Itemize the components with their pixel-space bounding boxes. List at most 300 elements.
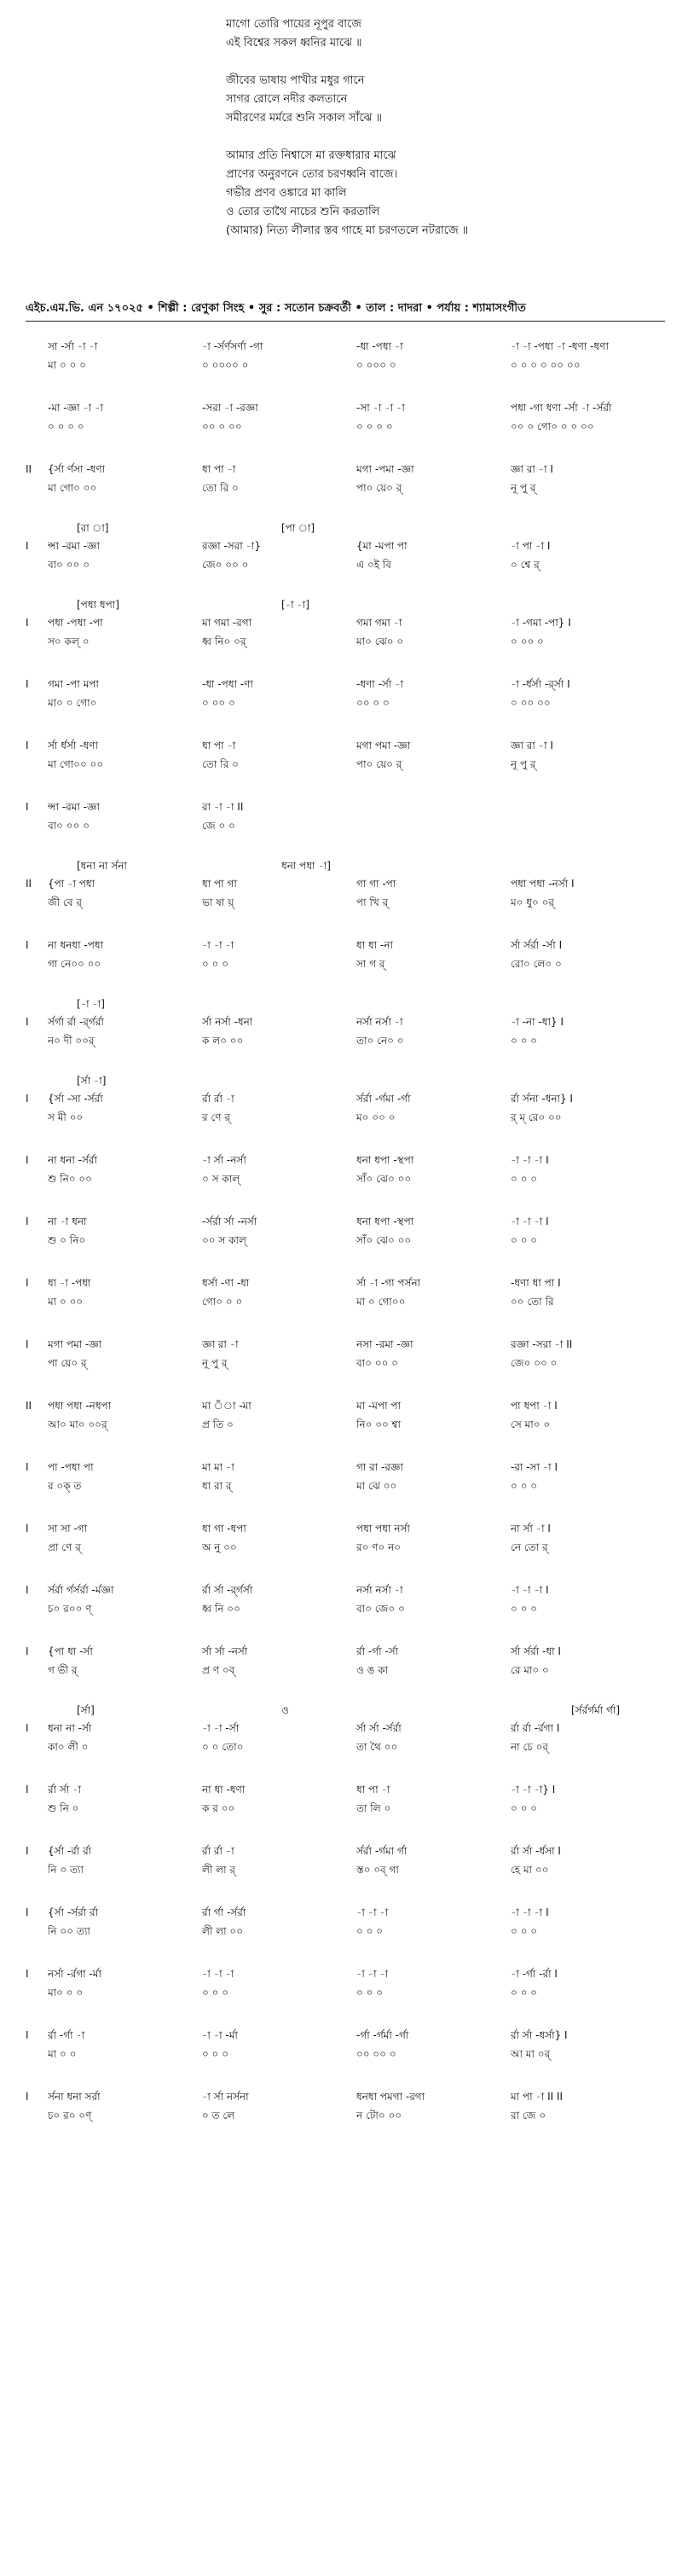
measure-cell: ০ ০ ০ bbox=[356, 1987, 384, 1999]
measure-cell: মা ০ ০ ০ bbox=[48, 359, 86, 371]
bar-sign bbox=[26, 1738, 48, 1756]
measure-cell: {র্সা র্ণসা -ধণা bbox=[48, 463, 106, 475]
bar-sign: I bbox=[26, 2029, 29, 2041]
measure-cell: না র্সা -া I bbox=[511, 1523, 551, 1535]
measure-cell: শু ০ নি০ bbox=[48, 1234, 86, 1246]
measure-cell: নর্সা নর্সা -া bbox=[356, 1584, 403, 1596]
ornament-note: [র্সর্রর্গর্মা র্গা] bbox=[571, 1704, 621, 1716]
syllable-row bbox=[26, 693, 665, 712]
measure-cell: ০ ০০ ০০ bbox=[511, 697, 551, 709]
bar-sign: I bbox=[26, 1215, 29, 1227]
measure-cell: {মা -মপা পা bbox=[356, 540, 407, 552]
swara-row bbox=[26, 1719, 665, 1738]
swara-row bbox=[26, 1642, 665, 1661]
notation-block bbox=[26, 1842, 665, 1879]
notation-block bbox=[26, 1212, 665, 1250]
measure-cell: ০ ০ ০ bbox=[511, 1234, 538, 1246]
lyric-line: সমীরণের মর্মরে শুনি সকাল সাঁঝে ॥ bbox=[226, 112, 382, 125]
measure-cell: গা রা -রজ্ঞা bbox=[356, 1461, 403, 1473]
measure-cell: ন টো০ ০০ bbox=[356, 2109, 402, 2121]
ornament-line bbox=[26, 1074, 665, 1089]
measure-cell: -া -া -া} I bbox=[511, 1784, 556, 1796]
ornament-note: [রা া] bbox=[77, 522, 109, 534]
measure-cell: -র্সর্রা র্সা -নর্সা bbox=[202, 1215, 257, 1227]
measure-cell: রজ্ঞা -সরা -া} bbox=[202, 540, 262, 552]
bar-sign: I bbox=[26, 1584, 29, 1596]
measure-cell: {পা -া পধা bbox=[48, 878, 95, 890]
measure-cell: ০০ ০ গো০ ০ ০ ০০ bbox=[511, 421, 594, 432]
measure-cell: গ ভী র্ bbox=[48, 1664, 78, 1676]
bar-sign bbox=[26, 816, 48, 835]
ornament-note: ধনা পধা -া] bbox=[281, 860, 331, 872]
measure-cell: ০ ০ ০ bbox=[511, 1603, 538, 1615]
measure-cell: -া -া -া bbox=[356, 1968, 389, 1980]
bar-sign: I bbox=[26, 1154, 29, 1166]
measure-cell: স০ কল্ ০ bbox=[48, 635, 90, 647]
measure-cell: নি ০ ত্যা bbox=[48, 1864, 84, 1876]
bar-sign bbox=[26, 2106, 48, 2125]
measure-cell: -া -া -া I bbox=[511, 1215, 549, 1227]
measure-cell: স মী ০০ bbox=[48, 1111, 84, 1123]
notation-block bbox=[26, 798, 665, 835]
measure-cell: না চে ০র্ bbox=[511, 1741, 549, 1753]
measure-cell: ০ ০ ০ bbox=[202, 2048, 229, 2060]
syllable-row bbox=[26, 816, 665, 835]
measure-cell: মগা পমা -জ্ঞা bbox=[48, 1338, 102, 1350]
measure-cell: -সা -া -া -া bbox=[356, 402, 405, 414]
ornament-note: [পধা ধপা] bbox=[77, 599, 119, 611]
lyric-line: এই বিশ্বের সকল ধ্বনির মাঝে ॥ bbox=[226, 37, 362, 49]
notation-block bbox=[26, 1074, 665, 1127]
measure-cell: জ্ঞা রা -া I bbox=[511, 740, 553, 751]
ornament-line bbox=[26, 598, 665, 613]
measure-cell: এ ০ই বি bbox=[356, 559, 391, 571]
measure-cell: ন০ দী ০০র্ bbox=[48, 1035, 95, 1047]
notation-block bbox=[26, 521, 665, 574]
bar-sign bbox=[26, 1108, 48, 1127]
notation-block bbox=[26, 398, 665, 436]
notation-block bbox=[26, 1703, 665, 1756]
measure-cell: বা০ ০০ ০ bbox=[48, 559, 90, 571]
measure-cell: র্রা র্সা -র্ধসা I bbox=[511, 1845, 561, 1857]
syllable-row bbox=[26, 417, 665, 436]
measure-cell: গো০ ০ ০ bbox=[202, 1296, 243, 1308]
bar-sign bbox=[26, 1292, 48, 1311]
measure-cell: র্সা নর্সা -ধনা bbox=[202, 1016, 253, 1028]
measure-cell: ০ ০০০০ ০ bbox=[202, 359, 249, 371]
bar-sign: I bbox=[26, 678, 29, 690]
measure-cell: না ধনধা -পধা bbox=[48, 939, 104, 951]
measure-cell: নসা -রমা -জ্ঞা bbox=[356, 1338, 413, 1350]
measure-cell: তো রি ০ bbox=[202, 482, 239, 494]
measure-cell: র্সা র্সর্রা -ধা I bbox=[511, 1645, 561, 1657]
syllable-row bbox=[26, 1860, 665, 1879]
bar-sign bbox=[26, 398, 48, 417]
swara-row bbox=[26, 398, 665, 417]
measure-cell: ধা রা র্ bbox=[202, 1480, 232, 1492]
measure-cell bbox=[356, 816, 511, 835]
measure-cell: ০ ০ ০ ০ ০০ ০০ bbox=[511, 359, 581, 371]
lyric-line: আমার প্রতি নিশ্বাসে মা রক্তধারার মাঝে bbox=[226, 149, 396, 162]
notation-block bbox=[26, 337, 665, 374]
measure-cell: গা গা -পা bbox=[356, 878, 396, 890]
measure-cell: মা পা -া II II bbox=[511, 2091, 564, 2103]
measure-cell: জে০ ০০ ০ bbox=[511, 1357, 558, 1369]
syllable-row bbox=[26, 479, 665, 497]
bar-sign: II bbox=[26, 1400, 32, 1412]
ornament-note: ও bbox=[281, 1704, 289, 1716]
measure-cell: রা -া -া II bbox=[202, 801, 244, 813]
bar-sign bbox=[26, 1169, 48, 1188]
measure-cell: ধ্ব নি০ ০র্ bbox=[202, 635, 246, 647]
record-metadata: এইচ.এম.ভি. এন ১৭০২৫ • শিল্পী : রেণুকা সিংহ • সুর : সতোন চক্রবর্তী • তাল : দাদরা • পর্যায় : শ্যামাসংগীত bbox=[26, 302, 526, 315]
ornament-note: [ধনা না র্সনা bbox=[77, 860, 127, 872]
measure-cell: চ০ র০০ ণ্ bbox=[48, 1603, 92, 1615]
bar-sign bbox=[26, 337, 48, 356]
measure-cell: র্সা -া -গা পর্সনা bbox=[356, 1277, 421, 1289]
bar-sign bbox=[26, 1599, 48, 1618]
syllable-row bbox=[26, 1599, 665, 1618]
ornament-note: [-া -া] bbox=[281, 599, 309, 611]
measure-cell: ০০ ০ ০০ bbox=[202, 421, 242, 432]
measure-cell: ০ ০ ০ bbox=[511, 1173, 538, 1185]
bar-sign bbox=[26, 1354, 48, 1372]
syllable-row bbox=[26, 893, 665, 912]
measure-cell: মা০ ০ গো০ bbox=[48, 697, 97, 709]
notation-block bbox=[26, 1396, 665, 1434]
measure-cell: পা খি র্ bbox=[356, 896, 389, 908]
notation-block bbox=[26, 675, 665, 712]
notation-block bbox=[26, 1273, 665, 1311]
measure-cell: মা ০ ০ bbox=[48, 2048, 77, 2060]
lyric-line: গভীর প্রণব ওঙ্কারে মা কালি bbox=[226, 187, 347, 200]
ornament-line bbox=[26, 1703, 665, 1719]
measure-cell: ধনা না -র্সা bbox=[48, 1722, 92, 1734]
notation-block bbox=[26, 1903, 665, 1941]
measure-cell: বা০ ০০ ০ bbox=[48, 820, 90, 832]
swara-row bbox=[26, 1335, 665, 1354]
swara-row bbox=[26, 337, 665, 356]
bar-sign bbox=[26, 632, 48, 651]
notation-block bbox=[26, 1780, 665, 1818]
measure-cell: প্রা ণে র্ bbox=[48, 1541, 81, 1553]
notation-block bbox=[26, 1642, 665, 1680]
lyric-line: ও তোর তাথৈ নাচের শুনি করতালি bbox=[226, 206, 380, 218]
measure-cell: র্ ম্ রে০ ০০ bbox=[511, 1111, 562, 1123]
measure-cell: র্সা র্সা -নর্সা bbox=[202, 1645, 248, 1657]
measure-cell: ০০ স কাল্ bbox=[202, 1234, 246, 1246]
measure-cell: পধা পধা -নধপা bbox=[48, 1400, 112, 1412]
measure-cell: রজ্ঞা -সরা -া II bbox=[511, 1338, 573, 1350]
bar-sign: I bbox=[26, 740, 29, 751]
measure-cell: র্রা র্সনা -ধনা} I bbox=[511, 1093, 573, 1105]
measure-cell: সা -র্সা -া -া bbox=[48, 340, 98, 352]
notation-block bbox=[26, 1581, 665, 1618]
measure-cell: -রা -সা -া I bbox=[511, 1461, 558, 1473]
swara-row bbox=[26, 2087, 665, 2106]
measure-cell: মা০ ০ ০ bbox=[48, 1987, 84, 1999]
measure-cell: গা নে০০ ০০ bbox=[48, 958, 101, 970]
measure-cell: প্র ণ ০ব্ bbox=[202, 1664, 235, 1676]
ornament-line bbox=[26, 859, 665, 874]
syllable-row bbox=[26, 1799, 665, 1818]
measure-cell: মা ঁা -মা bbox=[202, 1400, 251, 1412]
swara-row bbox=[26, 1842, 665, 1860]
measure-cell: ধা -া -পধা bbox=[48, 1277, 91, 1289]
bar-sign: I bbox=[26, 617, 29, 629]
measure-cell: মা মা -া bbox=[202, 1461, 234, 1473]
syllable-row bbox=[26, 1983, 665, 2002]
measure-cell: ০০ তো রি bbox=[511, 1296, 554, 1308]
measure-cell: ভা ষা য়্ bbox=[202, 896, 234, 908]
syllable-row bbox=[26, 755, 665, 774]
notation-block bbox=[26, 2087, 665, 2125]
measure-cell: নি০ ০০ শ্বা bbox=[356, 1419, 401, 1430]
bar-sign: I bbox=[26, 1784, 29, 1796]
measure-cell: -া -া -া bbox=[356, 1906, 389, 1918]
measure-cell: মগা পমা -জ্ঞা bbox=[356, 740, 411, 751]
measure-cell: র ণে র্ bbox=[202, 1111, 230, 1123]
measure-cell: র্রা -র্গা -র্সা bbox=[356, 1645, 399, 1657]
swara-row bbox=[26, 1012, 665, 1031]
measure-cell: লী লা ০০ bbox=[202, 1925, 244, 1937]
measure-cell: ধ্ব নি ০০ bbox=[202, 1603, 240, 1615]
ornament-note: [র্সা] bbox=[77, 1704, 95, 1716]
measure-cell: ০ শ্বে র্ bbox=[511, 559, 540, 571]
measure-cell: জে ০ ০ bbox=[202, 820, 235, 832]
measure-cell: তা লি ০ bbox=[356, 1802, 391, 1814]
syllable-row bbox=[26, 1169, 665, 1188]
swara-row bbox=[26, 1396, 665, 1415]
measure-cell: তা থৈ ০০ bbox=[356, 1741, 398, 1753]
bar-sign: I bbox=[26, 1722, 29, 1734]
measure-cell: মা ০ ০০ bbox=[48, 1296, 84, 1308]
measure-cell: র্সর্রা -র্গমা -র্গা bbox=[356, 1093, 411, 1105]
measure-cell: র্রা র্রা -া bbox=[202, 1845, 234, 1857]
measure-cell: ধনা ধপা -স্থপা bbox=[356, 1215, 414, 1227]
measure-cell: ম০ ধু০ ০র্ bbox=[511, 896, 555, 908]
syllable-row bbox=[26, 632, 665, 651]
measure-cell: -া -া -পধা -া -ধণা -ধণা bbox=[511, 340, 609, 352]
swara-row bbox=[26, 460, 665, 479]
measure-cell: ০ ০ ০ bbox=[511, 1802, 538, 1814]
syllable-row bbox=[26, 1415, 665, 1434]
bar-sign bbox=[26, 1538, 48, 1557]
swara-row bbox=[26, 675, 665, 693]
measure-cell: মা গো০ ০০ bbox=[48, 482, 97, 494]
swara-row bbox=[26, 1212, 665, 1231]
measure-cell: নূ পু র্ bbox=[202, 1357, 228, 1369]
syllable-row bbox=[26, 1354, 665, 1372]
measure-cell: জী বে র্ bbox=[48, 896, 82, 908]
measure-cell: ০ ০ ০ bbox=[511, 1987, 538, 1999]
measure-cell bbox=[356, 798, 511, 816]
lyric-line: সাগর রোলে নদীর কলতানে bbox=[226, 93, 348, 106]
measure-cell: লী লা র্ bbox=[202, 1864, 236, 1876]
ornament-note: [পা া] bbox=[281, 522, 315, 534]
measure-cell: র্সা র্সা -র্সর্রা bbox=[356, 1722, 402, 1734]
syllable-row bbox=[26, 1538, 665, 1557]
measure-cell: র০ ণ০ ন০ bbox=[356, 1541, 402, 1553]
measure-cell: রা জে ০ bbox=[511, 2109, 546, 2121]
notation-block bbox=[26, 598, 665, 651]
measure-cell: -া -া -া bbox=[202, 939, 234, 951]
bar-sign: I bbox=[26, 1523, 29, 1535]
measure-cell: ধা ধা -না bbox=[356, 939, 394, 951]
measure-cell: ন্সা -রমা -জ্ঞা bbox=[48, 540, 100, 552]
measure-cell: চ০ র০ ০ণ্ bbox=[48, 2109, 92, 2121]
measure-cell: র্সা র্সর্রা -র্সা I bbox=[511, 939, 563, 951]
notation-block bbox=[26, 460, 665, 497]
measure-cell: জে০ ০০ ০ bbox=[202, 559, 249, 571]
measure-cell: মা ঝে ০০ bbox=[356, 1480, 397, 1492]
measure-cell: ম০ ০০ ০ bbox=[356, 1111, 396, 1123]
measure-cell: র্সনা ধনা সর্রা bbox=[48, 2091, 101, 2103]
bar-sign: I bbox=[26, 1645, 29, 1657]
measure-cell: ০০ ০ ০ bbox=[356, 697, 390, 709]
bar-sign bbox=[26, 417, 48, 436]
measure-cell: -া পা -া I bbox=[511, 540, 551, 552]
measure-cell: ধনা ধপা -স্থপা bbox=[356, 1154, 414, 1166]
measure-cell: -ধণা -র্সা -া bbox=[356, 678, 404, 690]
measure-cell: -া -র্গা -র্রা I bbox=[511, 1968, 558, 1980]
swara-row bbox=[26, 798, 665, 816]
syllable-row bbox=[26, 1108, 665, 1127]
measure-cell: ০ ০ ০ bbox=[511, 1035, 538, 1047]
measure-cell: ০ ০ ০ bbox=[202, 1987, 229, 1999]
measure-cell: ধর্সা -ণা -ধা bbox=[202, 1277, 250, 1289]
measure-cell: -া -গমা -পা} I bbox=[511, 617, 571, 629]
ornament-note: [-া -া] bbox=[77, 998, 105, 1010]
measure-cell: -ধা -পধা -ণা bbox=[202, 678, 253, 690]
measure-cell: -া র্সা -নর্সা bbox=[202, 1154, 246, 1166]
bar-sign: I bbox=[26, 939, 29, 951]
measure-cell: -া -না -ধা} I bbox=[511, 1016, 564, 1028]
measure-cell: নর্সা -র্রগা -র্মা bbox=[48, 1968, 101, 1980]
measure-cell: ০ ০ ০ ০ bbox=[356, 421, 393, 432]
bar-sign bbox=[26, 1477, 48, 1495]
lyric-line: (আমার) নিত্য লীলার স্তব গাহে মা চরণতলে নটরাজে ॥ bbox=[226, 224, 469, 237]
measure-cell: নি ০০ ত্যা bbox=[48, 1925, 90, 1937]
measure-cell: ধা পা -া bbox=[202, 740, 236, 751]
bar-sign: I bbox=[26, 1277, 29, 1289]
measure-cell: ০ ০০ ০ bbox=[202, 697, 235, 709]
measure-cell: মা -মপা পা bbox=[356, 1400, 402, 1412]
measure-cell: ০ ত লে bbox=[202, 2109, 235, 2121]
measure-cell: পা য়ে০ র্ bbox=[48, 1357, 87, 1369]
measure-cell: -মা -জ্ঞা -া -া bbox=[48, 402, 103, 414]
measure-cell: র্রা র্রা -া bbox=[202, 1093, 234, 1105]
measure-cell: র্সর্গা র্রা -র্র্গর্রা bbox=[48, 1016, 104, 1028]
swara-row bbox=[26, 1903, 665, 1922]
measure-cell: আ মা ০র্ bbox=[511, 2048, 551, 2060]
ornament-line bbox=[26, 997, 665, 1012]
measure-cell: পা০ য়ে০ র্ bbox=[356, 482, 402, 494]
swara-row bbox=[26, 936, 665, 954]
swara-row bbox=[26, 1964, 665, 1983]
bar-sign bbox=[26, 1415, 48, 1434]
bar-sign: I bbox=[26, 540, 29, 552]
measure-cell: হে মা ০০ bbox=[511, 1864, 549, 1876]
measure-cell: গমা গমা -া bbox=[356, 617, 402, 629]
lyric-line: মাগো তোরি পায়ের নূপুর বাজে bbox=[226, 18, 361, 31]
bar-sign bbox=[26, 1231, 48, 1250]
measure-cell: শু নি ০ bbox=[48, 1802, 79, 1814]
lyric-stanza bbox=[226, 72, 584, 128]
notation-block bbox=[26, 736, 665, 774]
measure-cell: ধা পা -া bbox=[202, 463, 236, 475]
swara-row bbox=[26, 736, 665, 755]
syllable-row bbox=[26, 1477, 665, 1495]
measure-cell: জ্ঞা রা -া bbox=[202, 1338, 239, 1350]
measure-cell: ধা পা গা bbox=[202, 878, 237, 890]
measure-cell: ক ল০ ০০ bbox=[202, 1035, 244, 1047]
bar-sign: I bbox=[26, 801, 29, 813]
measure-cell: ধনধা পমগা -রগা bbox=[356, 2091, 425, 2103]
measure-cell: ধা গা -ধপা bbox=[202, 1523, 246, 1535]
measure-cell: ধা পা -া bbox=[356, 1784, 390, 1796]
bar-sign bbox=[26, 693, 48, 712]
measure-cell: জ্ঞা রা -া I bbox=[511, 463, 553, 475]
bar-sign bbox=[26, 1661, 48, 1680]
measure-cell: -া -া -া bbox=[202, 1968, 234, 1980]
measure-cell: পা০ য়ে০ র্ bbox=[356, 758, 402, 770]
measure-cell: ০ ০০ ০ bbox=[511, 635, 544, 647]
measure-cell: মগা -পমা -জ্ঞা bbox=[356, 463, 414, 475]
bar-sign bbox=[26, 356, 48, 374]
divider bbox=[26, 321, 665, 322]
measure-cell: ক র ০০ bbox=[202, 1802, 235, 1814]
swara-row bbox=[26, 1458, 665, 1477]
measure-cell: মা গমা -রগা bbox=[202, 617, 252, 629]
lyric-line: জীবের ভাষায় পাখীর মধুর গানে bbox=[226, 74, 365, 87]
measure-cell: নর্সা নর্সা -া bbox=[356, 1016, 403, 1028]
lyric-stanza bbox=[226, 15, 584, 53]
measure-cell bbox=[511, 816, 665, 835]
measure-cell: গমা -পা মপা bbox=[48, 678, 99, 690]
ornament-note: [র্সা -া] bbox=[77, 1075, 107, 1087]
measure-cell: সে মা০ ০ bbox=[511, 1419, 551, 1430]
measure-cell: র্রা র্সা -ধর্সা} I bbox=[511, 2029, 568, 2041]
measure-cell: -া -া -র্সা bbox=[202, 1722, 240, 1734]
bar-sign: I bbox=[26, 1016, 29, 1028]
swara-row bbox=[26, 1089, 665, 1108]
measure-cell: -া -া -া I bbox=[511, 1584, 549, 1596]
notation-block bbox=[26, 936, 665, 973]
measure-cell: ০ ০ ০ bbox=[202, 958, 229, 970]
measure-cell: র্রা র্সা -া bbox=[48, 1784, 81, 1796]
bar-sign bbox=[26, 1031, 48, 1050]
measure-cell: ন্সা -রমা -জ্ঞা bbox=[48, 801, 100, 813]
bar-sign bbox=[26, 1860, 48, 1879]
notation-block bbox=[26, 1519, 665, 1557]
measure-cell: রে মা০ ০ bbox=[511, 1664, 549, 1676]
measure-cell: মা গো০০ ০০ bbox=[48, 758, 104, 770]
measure-cell: র্রা -র্গা -া bbox=[48, 2029, 85, 2041]
notation-block bbox=[26, 1458, 665, 1495]
measure-cell: পা ধপা -া I bbox=[511, 1400, 558, 1412]
swara-row bbox=[26, 1151, 665, 1169]
syllable-row bbox=[26, 1231, 665, 1250]
bar-sign bbox=[26, 2045, 48, 2063]
lyric-stanza bbox=[226, 147, 584, 241]
bar-sign bbox=[26, 755, 48, 774]
bar-sign bbox=[26, 1799, 48, 1818]
bar-sign bbox=[26, 954, 48, 973]
syllable-row bbox=[26, 1661, 665, 1680]
measure-cell: সা সা -গা bbox=[48, 1523, 88, 1535]
syllable-row bbox=[26, 1738, 665, 1756]
